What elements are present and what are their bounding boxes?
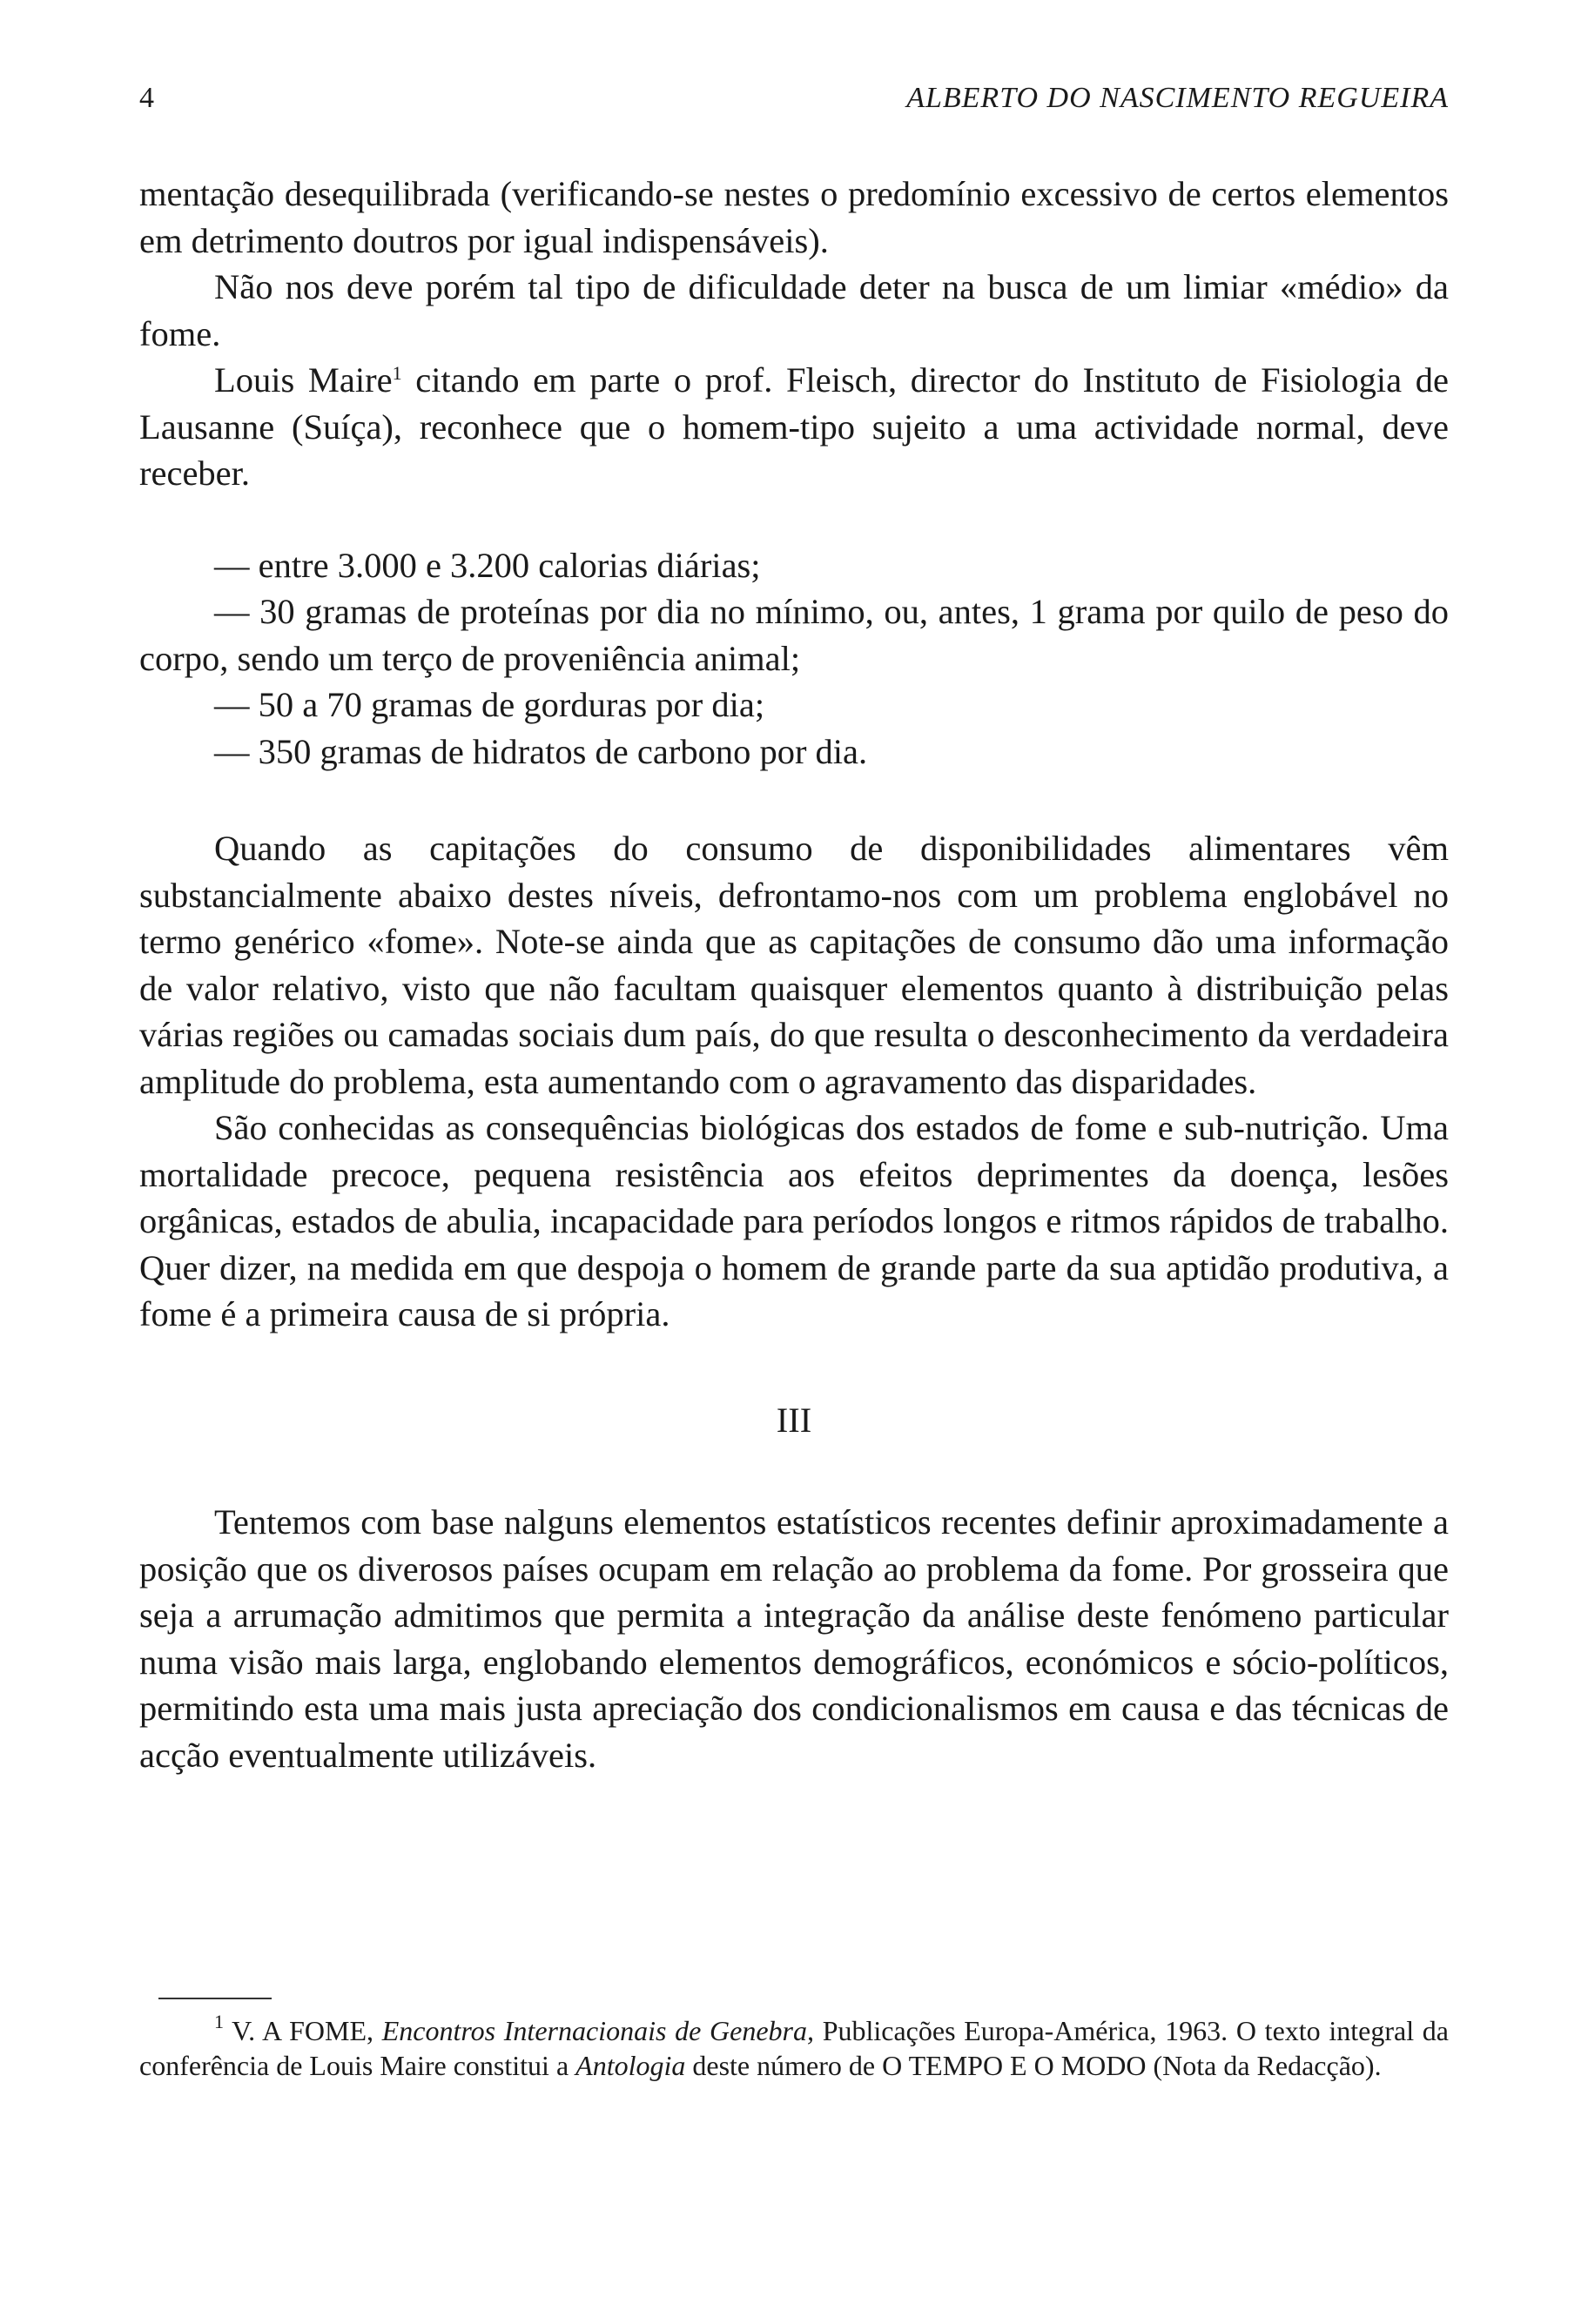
paragraph-text: citando em parte o prof. Fleisch, director do Instituto de Fisiologia de Lausanne (Suíça), reconhece que o homem-tipo sujeito a uma actividade normal, deve receber. xyxy=(139,360,1449,493)
paragraph: São conhecidas as consequências biológicas dos estados de fome e sub-nutrição. Uma mortalidade precoce, pequena resistência aos efeitos deprimentes da doença, lesões orgânicas, estados de abulia, incapacidade para períodos longos e ritmos rápidos de trabalho. Quer dizer, na medida em que despoja o homem de grande parte da sua aptidão produtiva, a fome é a primeira causa de si própria. xyxy=(139,1108,1449,1333)
page-number: 4 xyxy=(139,82,154,114)
footnote-text: deste número de O TEMPO E O MODO (Nota da Redacção). xyxy=(685,2050,1382,2081)
footnote-text: Publicações Europa-América, 1963. O texto integral da conferência de Louis Maire constitui a xyxy=(139,2015,1449,2081)
section-number: III xyxy=(776,1400,812,1440)
paragraph-text: Louis Maire xyxy=(214,360,393,400)
paragraph: Quando as capitações do consumo de disponibilidades alimentares vêm substancialmente abaixo destes níveis, defrontamo-nos com um problema englobável no termo genérico «fome». Note-se ainda que as capitações de consumo dão uma informação de valor relativo, visto que não facultam quaisquer elementos quanto à distribuição pelas várias regiões ou camadas sociais dum país, do que resulta o desconhecimento da verdadeira amplitude do problema, esta aumentando com o agravamento das disparidades. xyxy=(139,829,1449,1101)
paragraph: Não nos deve porém tal tipo de dificuldade deter na busca de um limiar «médio» da fome. xyxy=(139,267,1449,353)
footnote-reference[interactable]: 1 xyxy=(392,362,402,384)
footnote-rule xyxy=(158,1998,272,1999)
footnote xyxy=(139,2013,1449,2083)
author-name: ALBERTO DO NASCIMENTO REGUEIRA xyxy=(906,82,1449,114)
paragraph: Tentemos com base nalguns elementos estatísticos recentes definir aproximadamente a posição que os diverosos países ocupam em relação ao problema da fome. Por grosseira que seja a arrumação admitimos que permita a integração da análise deste fenómeno particular numa visão mais larga, englobando elementos demográficos, económicos e sócio-políticos, permitindo esta uma mais justa apreciação dos condicionalismos em causa e das técnicas de acção eventualmente utilizáveis. xyxy=(139,1502,1449,1775)
footnote-italic-title: Encontros Internacionais de Genebra, xyxy=(381,2015,814,2046)
list-item: — 350 gramas de hidratos de carbono por dia. xyxy=(214,731,868,771)
footnote-italic-word: Antologia xyxy=(575,2050,686,2081)
footnote-marker: 1 xyxy=(214,2011,224,2032)
paragraph: mentação desequilibrada (verificando-se nestes o predomínio excessivo de certos elementos em detrimento doutros por igual indispensáveis). xyxy=(139,174,1449,260)
body-text xyxy=(139,171,1449,1778)
list-item: — 30 gramas de proteínas por dia no mínimo, ou, antes, 1 grama por quilo de peso do corpo, sendo um terço de proveniência animal; xyxy=(139,592,1449,678)
footnote-text: V. A FOME, xyxy=(224,2015,382,2046)
paragraph xyxy=(139,357,1449,497)
list-item: — entre 3.000 e 3.200 calorias diárias; xyxy=(214,545,761,585)
nutrition-list xyxy=(139,542,1449,776)
running-head xyxy=(139,77,1449,120)
list-item: — 50 a 70 gramas de gorduras por dia; xyxy=(214,685,765,724)
footnotes xyxy=(139,1998,1449,2083)
